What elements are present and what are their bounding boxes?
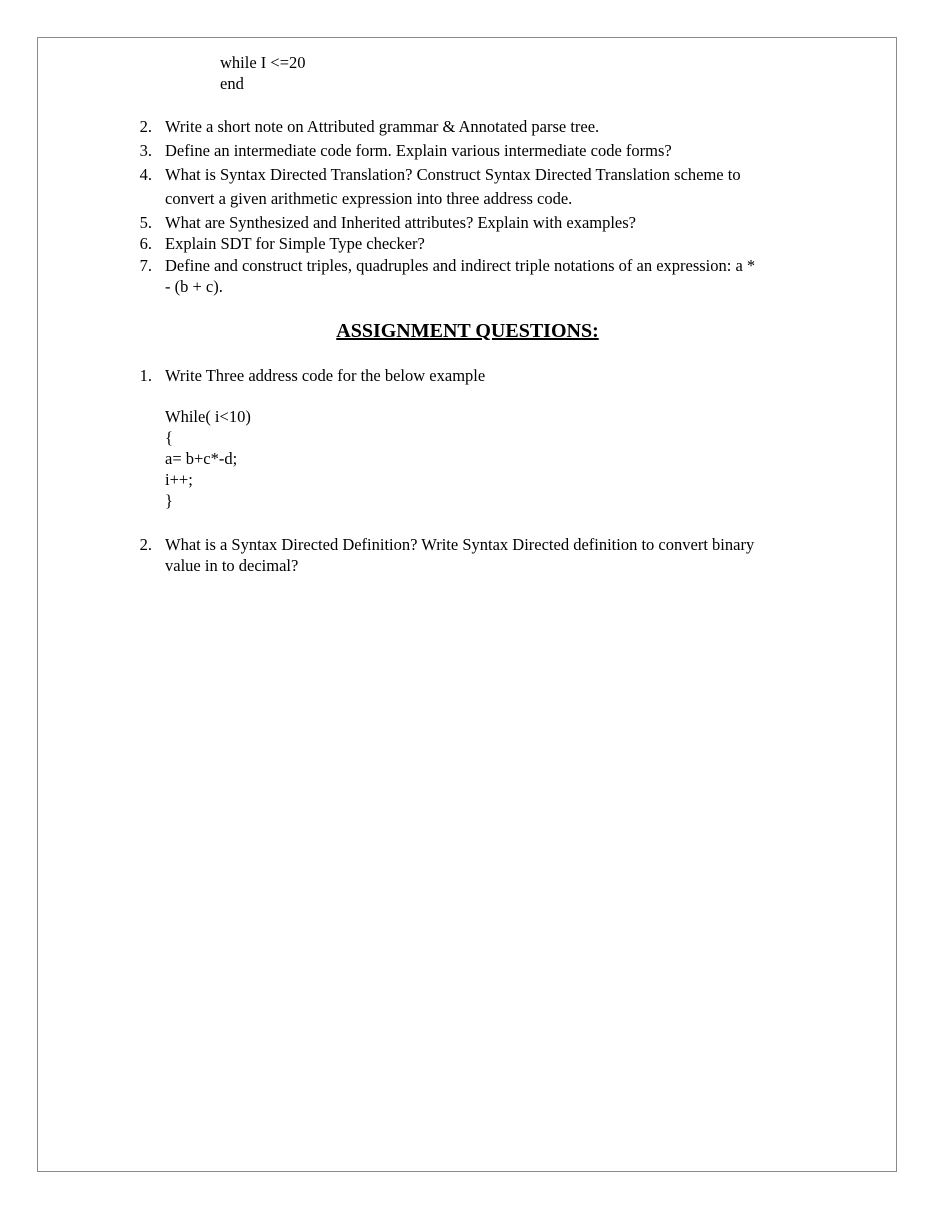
question-number: 2. [139,117,152,136]
code-line: end [220,74,244,93]
code-line: while I <=20 [220,53,306,72]
code-line: { [165,428,173,447]
question-number: 5. [139,213,152,232]
question-number: 4. [139,165,152,184]
assignment-text: What is a Syntax Directed Definition? Write Syntax Directed definition to convert binary [165,535,755,554]
question-text: - (b + c). [165,277,223,296]
question-text: Define and construct triples, quadruples and indirect triple notations of an expression: a * [165,256,756,275]
question-text: convert a given arithmetic expression into three address code. [165,189,573,208]
assignment-text: value in to decimal? [165,556,299,575]
question-text: Write a short note on Attributed grammar & Annotated parse tree. [165,117,600,136]
code-line: a= b+c*-d; [165,449,238,468]
question-number: 7. [139,256,152,275]
code-line: While( i<10) [165,407,251,426]
assignment-text: Write Three address code for the below example [165,366,486,385]
code-line: } [165,491,173,510]
section-heading: ASSIGNMENT QUESTIONS: [336,320,599,342]
code-line: i++; [165,470,193,489]
assignment-number: 1. [139,366,152,385]
question-number: 3. [139,141,152,160]
question-text: What is Syntax Directed Translation? Construct Syntax Directed Translation scheme to [165,165,741,184]
assignment-number: 2. [139,535,152,554]
question-text: Explain SDT for Simple Type checker? [165,234,425,253]
question-number: 6. [139,234,152,253]
question-text: What are Synthesized and Inherited attributes? Explain with examples? [165,213,636,232]
question-text: Define an intermediate code form. Explain various intermediate code forms? [165,141,672,160]
